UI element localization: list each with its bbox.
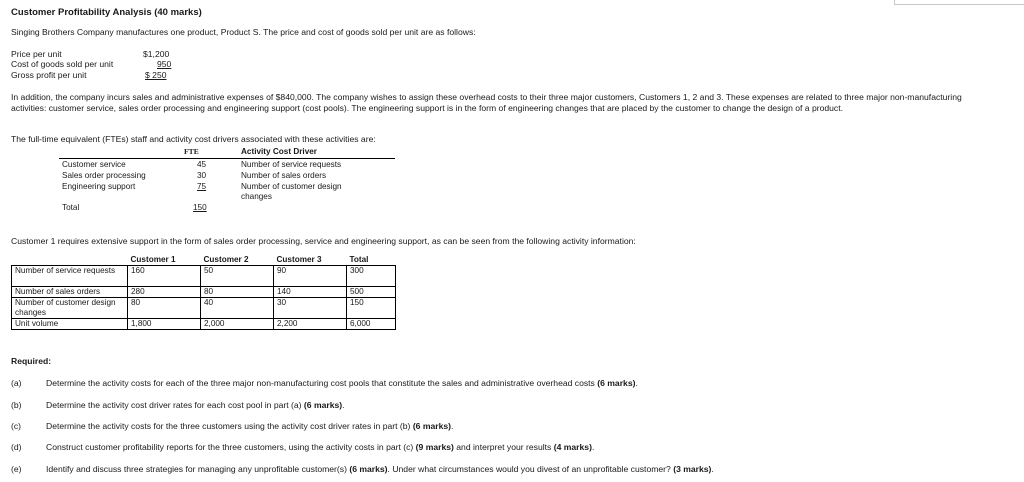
question-text: Determine the activity costs for the three customers using the activity cost driver rates in part (b) (6 marks). [46,421,454,431]
fte-row-value: 30 [197,171,207,180]
cell: 150 [347,298,396,319]
header-blank [12,254,128,266]
intro-text: Singing Brothers Company manufactures one product, Product S. The price and cost of goods sold per unit are as follows: [11,27,476,37]
cell: 160 [128,266,201,287]
cell: 500 [347,287,396,298]
row-label: Number of customer design changes [12,298,128,319]
cell: 50 [201,266,274,287]
header-customer-3: Customer 3 [276,254,322,264]
header-customer-2: Customer 2 [203,254,249,264]
fte-row-value: 75 [197,182,207,191]
overhead-paragraph: In addition, the company incurs sales and administrative expenses of $840,000. The company wishes to assign these overhead costs to their three major customers, Customers 1, 2 and 3. These expenses are related to three major non-manufacturing activities: customer service, sales order processing and engineering support (cost pools). The engineering support is in the form of engineering changes that are placed by the customer to change the design of a product. [11,92,962,113]
price-value: $1,200 [143,49,170,59]
fte-row-activity: Engineering support [62,182,136,191]
cogs-value: 950 [157,59,172,69]
fte-header-rule [59,158,395,159]
question-text: Determine the activity costs for each of the three major non-manufacturing cost pools that constitute the sales and administrative overhead costs (6 marks). [46,378,638,388]
question-text: Construct customer profitability reports for the three customers, using the activity costs in part (c) (9 marks) and interpret your results (4 marks). [46,442,595,452]
question-text: Identify and discuss three strategies for managing any unprofitable customer(s) (6 marks). Under what circumstances would you divest of an unprofitable customer? (3 marks). [46,464,714,474]
cell: 1,800 [128,319,201,330]
cell: 80 [128,298,201,319]
cell: 40 [201,298,274,319]
cell: 2,200 [274,319,347,330]
fte-row-driver: Number of service requests [241,160,342,169]
cell: 80 [201,287,274,298]
cell: 300 [347,266,396,287]
fte-header: FTE [184,147,199,156]
fte-row-activity: Sales order processing [62,171,146,180]
table-row [12,287,396,298]
required-heading: Required: [11,356,52,366]
header-total: Total [349,254,369,264]
question-text: Determine the activity cost driver rates for each cost pool in part (a) (6 marks). [46,400,345,410]
header-customer-1: Customer 1 [130,254,176,264]
fte-row-driver: Number of customer design [241,182,342,191]
activity-table [11,254,396,330]
cogs-label: Cost of goods sold per unit [11,59,114,69]
fte-total-label: Total [62,203,80,212]
question-label: (a) [11,378,22,388]
gross-profit-value: $ 250 [145,70,167,80]
fte-total-value: 150 [193,203,207,212]
fte-row-activity: Customer service [62,160,126,169]
table-row [12,298,396,319]
driver-header: Activity Cost Driver [241,147,317,156]
activity-table-header [12,254,396,266]
row-label: Number of sales orders [12,287,128,298]
question-label: (d) [11,442,22,452]
cell: 90 [274,266,347,287]
price-label: Price per unit [11,49,62,59]
fte-intro-text: The full-time equivalent (FTEs) staff and activity cost drivers associated with these activities are: [11,134,376,144]
page-title: Customer Profitability Analysis (40 marks) [11,7,202,18]
cell: 140 [274,287,347,298]
table-row [12,266,396,287]
table-row [12,319,396,330]
activity-intro-text: Customer 1 requires extensive support in the form of sales order processing, service and engineering support, as can be seen from the following activity information: [11,236,636,246]
fte-row-driver: Number of sales orders [241,171,327,180]
cell: 6,000 [347,319,396,330]
question-label: (e) [11,464,22,474]
fte-row-driver-cont: changes [241,192,272,201]
cell: 280 [128,287,201,298]
row-label: Unit volume [12,319,128,330]
fte-row-value: 45 [197,160,207,169]
gross-profit-label: Gross profit per unit [11,70,87,80]
row-label: Number of service requests [12,266,128,287]
question-label: (c) [11,421,22,431]
cell: 2,000 [201,319,274,330]
cell: 30 [274,298,347,319]
top-right-box [894,0,1024,5]
question-label: (b) [11,400,22,410]
